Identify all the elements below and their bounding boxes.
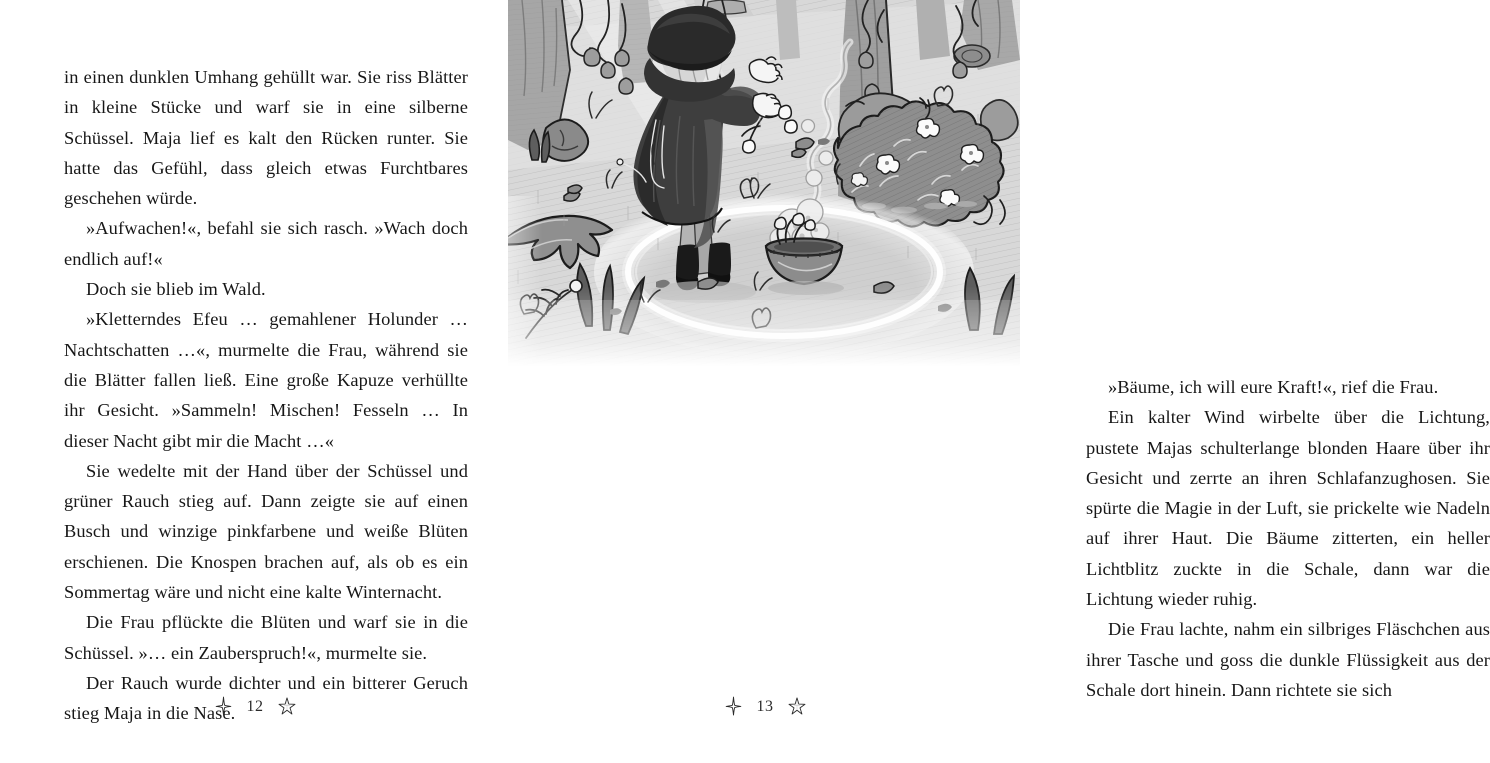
left-page-text-column <box>64 62 468 729</box>
left-page <box>0 0 510 763</box>
five-point-star-icon <box>278 696 295 717</box>
paragraph: Sie wedelte mit der Hand über der Schüssel und grüner Rauch stieg auf. Dann zeigte sie auf einen Busch und winzige pinkfarbene und weiße Blüten erschienen. Die Knospen brachen auf, als ob es ein Sommertag wäre und nicht eine kalte Winternacht. <box>64 460 468 603</box>
paragraph: in einen dunklen Umhang gehüllt war. Sie riss Blätter in kleine Stücke und warf sie in eine silberne Schüssel. Maja lief es kalt den Rücken runter. Sie hatte das Gefühl, dass gleich etwas Furchtbares geschehen würde. <box>64 67 468 209</box>
paragraph: Der Rauch wurde dichter und ein bitterer Geruch stieg Maja in die Nase. <box>64 672 468 724</box>
paragraph: »Kletterndes Efeu … gemahlener Holunder … Nachtschatten …«, murmelte die Frau, während sie die Blätter fallen ließ. Eine große Kapuze verhüllte ihr Gesicht. »Sammeln! Mischen! Fesseln … In dieser Nacht gibt mir die Macht …« <box>64 309 468 451</box>
paragraph: Die Frau pflückte die Blüten und warf sie in die Schüssel. »… ein Zauberspruch!«, murmelte sie. <box>64 612 468 663</box>
four-point-sparkle-icon <box>215 696 232 717</box>
folio-right <box>510 696 1020 717</box>
paragraph: Doch sie blieb im Wald. <box>86 279 266 300</box>
paragraph: »Bäume, ich will eure Kraft!«, rief die Frau. <box>1108 377 1439 397</box>
five-point-star-icon <box>788 696 805 717</box>
illustration-artwork <box>508 0 1020 366</box>
page-number: 13 <box>756 697 774 715</box>
page-number: 12 <box>246 697 264 715</box>
right-page-text-column <box>1086 372 1490 705</box>
four-point-sparkle-icon <box>725 696 742 717</box>
folio-left <box>0 696 510 717</box>
paragraph: Die Frau lachte, nahm ein silbriges Fläschchen aus ihrer Tasche und goss die dunkle Flüssigkeit aus der Schale dort hinein. Dann richtete sie sich <box>1086 619 1490 700</box>
paragraph: Ein kalter Wind wirbelte über die Lichtung, pustete Majas schulterlange blonden Haare über ihr Gesicht und zerrte an ihren Schlafanzughosen. Sie spürte die Magie in der Luft, sie prickelte wie Nadeln auf ihrer Haut. Die Bäume zitterten, ein heller Lichtblitz zuckte in die Schale, dann war die Lichtung wieder ruhig. <box>1086 407 1490 610</box>
paragraph: »Aufwachen!«, befahl sie sich rasch. »Wach doch endlich auf!« <box>64 218 468 269</box>
chapter-illustration <box>508 0 1020 366</box>
